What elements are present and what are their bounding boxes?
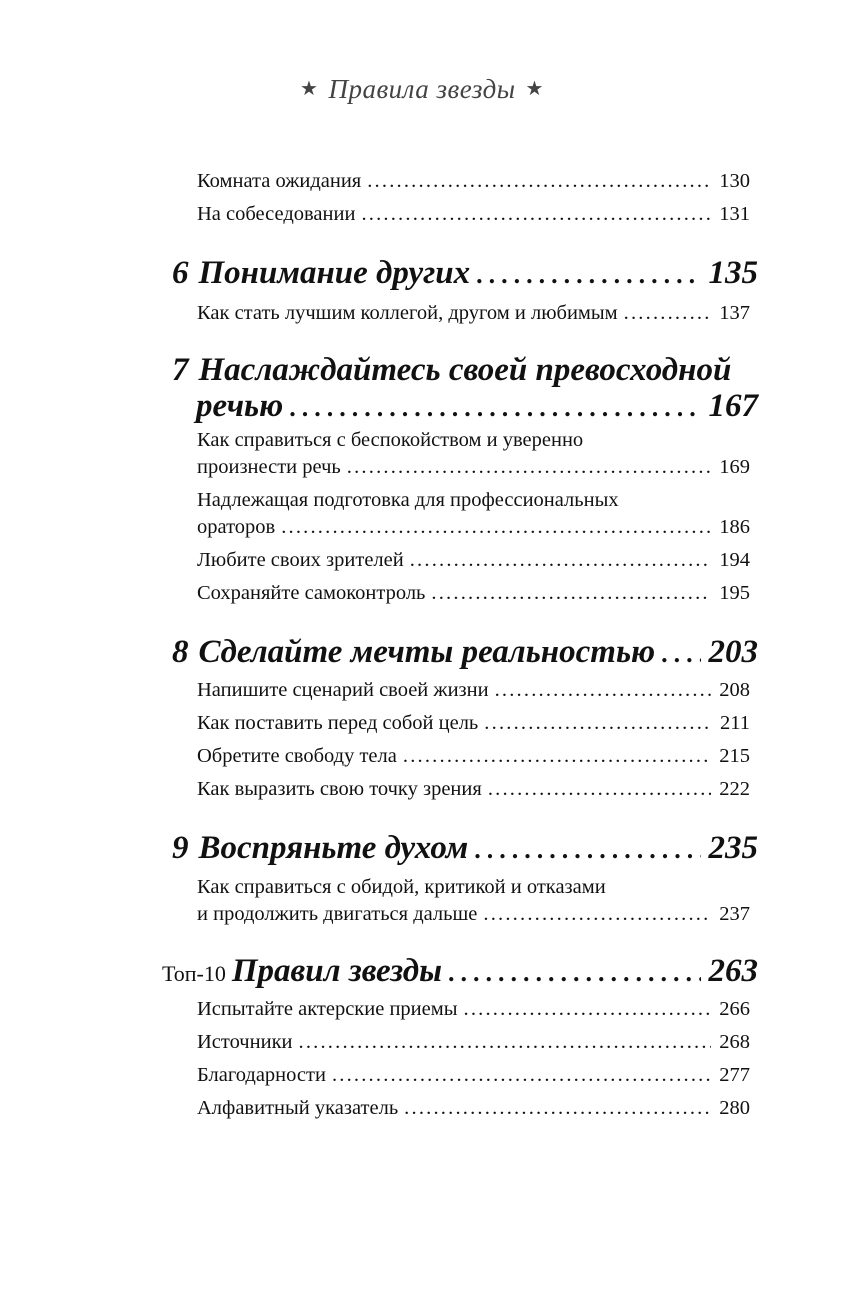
chapter-number: 6 [172,255,189,291]
toc-entry[interactable] [197,778,750,801]
toc-entry-title: Как стать лучшим коллегой, другом и любимым [197,302,618,324]
dot-leader [476,260,700,290]
dot-leader [624,302,712,325]
toc-page-number: 195 [719,582,750,604]
toc-entry[interactable] [197,998,750,1021]
toc-entry-title: Алфавитный указатель [197,1097,399,1119]
dot-leader [289,393,700,423]
toc-entry[interactable] [197,679,750,702]
toc-entry-line2[interactable] [197,456,750,479]
dot-leader [332,1064,711,1087]
star-icon: ★ [525,78,544,100]
toc-page-number: 131 [719,203,750,225]
dot-leader [431,582,711,605]
dot-leader [367,170,711,193]
toc-page-number: 266 [719,998,750,1020]
toc-page-number: 222 [719,778,750,800]
chapter-number: 9 [172,830,189,866]
dot-leader [403,745,711,768]
dot-leader [361,203,711,226]
toc-page-number: 235 [708,830,758,866]
toc-page-number: 194 [719,549,750,571]
chapter-title-continued: речью [196,388,284,424]
toc-entry[interactable] [197,582,750,605]
toc-entry[interactable] [197,1031,750,1054]
toc-entry-title-continued: ораторов [197,516,276,538]
toc-page-number: 263 [708,953,758,989]
toc-entry-title: Любите своих зрителей [197,549,404,571]
dot-leader [299,1031,712,1054]
toc-entry[interactable] [197,302,750,325]
star-icon: ★ [300,78,319,100]
toc-page-number: 169 [719,456,750,478]
toc-entry-title: Как выразить свою точку зрения [197,778,482,800]
toc-page-number: 208 [719,679,750,701]
toc-entry[interactable] [197,1097,750,1120]
dot-leader [347,456,711,479]
chapter-title: Сделайте мечты реальностью [198,634,656,670]
dot-leader [483,903,711,926]
toc-page-number: 135 [708,255,758,291]
toc-entry-title-continued: и продолжить двигаться дальше [197,903,478,925]
toc-entry-line1[interactable] [197,876,606,899]
toc-page-number: 211 [720,712,750,734]
toc-chapter[interactable] [172,830,758,867]
dot-leader [474,835,700,865]
toc-page-number: 130 [719,170,750,192]
chapter-title: Воспряньте духом [198,830,469,866]
dot-leader [484,712,712,735]
toc-chapter-line2[interactable] [196,388,758,425]
toc-page-number: 277 [719,1064,750,1086]
toc-entry-title: Обретите свободу тела [197,745,397,767]
toc-entry-title: Надлежащая подготовка для профессиональных [197,489,619,511]
toc-entry-line1[interactable] [197,489,619,512]
toc-page-number: 268 [719,1031,750,1053]
toc-entry-line1[interactable] [197,429,583,452]
toc-chapter[interactable] [162,953,758,990]
toc-entry[interactable] [197,712,750,735]
running-header-title: Правила звезды [328,74,516,104]
toc-entry-title: Напишите сценарий своей жизни [197,679,489,701]
toc-entry-title: Как справиться с обидой, критикой и отказами [197,876,606,898]
dot-leader [404,1097,711,1120]
chapter-title: Понимание других [198,255,471,291]
dot-leader [661,639,700,669]
toc-page-number: 186 [719,516,750,538]
toc-entry[interactable] [197,1064,750,1087]
dot-leader [448,958,701,988]
toc-entry-title: Как справиться с беспокойством и уверенно [197,429,584,451]
toc-chapter-line1[interactable] [172,352,731,389]
toc-page-number: 137 [719,302,750,324]
toc-entry-title: Благодарности [197,1064,326,1086]
chapter-title: Правил звезды [231,953,442,989]
chapter-number: 7 [172,352,189,388]
toc-entry[interactable] [197,745,750,768]
dot-leader [410,549,712,572]
toc-entry[interactable] [197,203,750,226]
dot-leader [488,778,711,801]
dot-leader [495,679,712,702]
toc-page-number: 280 [719,1097,750,1119]
toc-page-number: 167 [708,388,758,424]
chapter-prefix: Топ-10 [162,961,226,986]
chapter-title: Наслаждайтесь своей превосходной [198,352,732,388]
toc-entry-line2[interactable] [197,516,750,539]
toc-page-number: 215 [719,745,750,767]
toc-page-number: 237 [719,903,750,925]
toc-entry[interactable] [197,549,750,572]
toc-page-number: 203 [708,634,758,670]
toc-entry-title: Сохраняйте самоконтроль [197,582,426,604]
toc-entry-title: Источники [197,1031,293,1053]
toc-chapter[interactable] [172,634,758,671]
toc-entry-title: Как поставить перед собой цель [197,712,479,734]
dot-leader [464,998,712,1021]
toc-entry-title: Комната ожидания [197,170,362,192]
toc-entry[interactable] [197,170,750,193]
toc-chapter[interactable] [172,255,758,292]
toc-entry-line2[interactable] [197,903,750,926]
toc-entry-title: Испытайте актерские приемы [197,998,458,1020]
running-header [0,74,844,105]
toc-entry-title: На собеседовании [197,203,356,225]
chapter-number: 8 [172,634,189,670]
toc-entry-title-continued: произнести речь [197,456,341,478]
dot-leader [281,516,711,539]
